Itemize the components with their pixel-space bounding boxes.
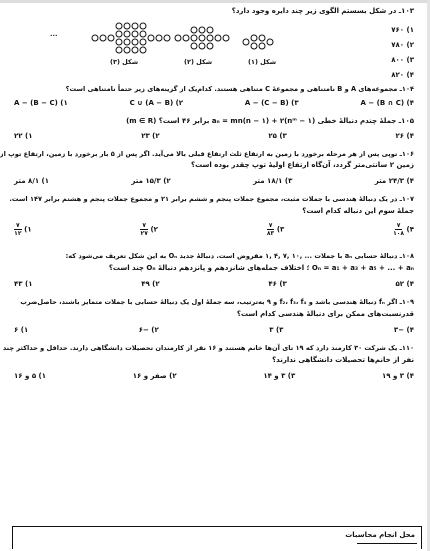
q104-options (14, 99, 414, 107)
q103-option-1[interactable]: ۱) ۷۶۰ (391, 26, 414, 34)
q107-option-4[interactable] (393, 222, 414, 237)
q107-options (14, 222, 414, 237)
fraction-numerator: ۷ (396, 222, 401, 229)
q106-stem-line-2: زمین ۲ سانتی‌متر گردد، آن‌گاه ارتفاع اولیهٔ توپ چقدر بوده است؟ (191, 161, 414, 169)
q110-option-3[interactable]: ۳) ۳ و ۱۴ (263, 372, 296, 380)
q109-option-2[interactable]: ۲) −۶ (138, 326, 159, 334)
q110-options (14, 372, 414, 380)
q107-option-3-index: ۳) (276, 225, 285, 234)
q107-stem-line-2: جملهٔ سوم این دنباله کدام است؟ (302, 207, 414, 215)
q106-option-4[interactable]: ۴) ۲۴/۳ متر (374, 177, 414, 185)
q109-option-1[interactable]: ۱) ۶ (14, 326, 29, 334)
q106-options (14, 177, 414, 185)
q106-option-2[interactable]: ۲) ۱۵/۳ متر (131, 177, 171, 185)
q103-option-2[interactable]: ۲) ۷۸۰ (391, 41, 414, 49)
q107-option-1-index: ۱) (24, 225, 32, 234)
q106-stem-line-1: ۱۰۶ـ توپی پس از هر مرحله برخورد با زمین به ارتفاع ثلث ارتفاع قبلی بالا می‌آید. اگر پس از ۵ بار برخورد با زمین، ارتفاع توپ از (0, 150, 414, 158)
q104-option-1[interactable]: ۱) A − (B − C) (14, 99, 68, 107)
q108-option-4[interactable]: ۴) ۵۲ (395, 280, 414, 288)
q103-ellipsis: ... (50, 30, 58, 38)
q105-option-4[interactable]: ۴) ۲۶ (395, 132, 414, 140)
q104-option-4[interactable]: ۴) (B ∩ C) − A (360, 99, 414, 107)
q103-figure-1-label: شکل (۱) (248, 58, 277, 66)
q103-circle-pattern-figure (14, 18, 277, 78)
q107-option-2-index: ۲) (150, 225, 158, 234)
q105-option-3[interactable]: ۳) ۲۵ (268, 132, 287, 140)
q108-options (14, 280, 414, 288)
q105-option-2[interactable]: ۲) ۲۳ (141, 132, 160, 140)
q105-stem: ۱۰۵ـ جملهٔ چندم دنبالهٔ خطی aₙ = mn(n − ۱) + ۲(nᵐ − ۱) برابر ۴۶ است؟ (m ∈ R) (126, 117, 414, 125)
fraction-numerator: ۷ (142, 222, 147, 229)
fraction-denominator: ۱۲ (14, 230, 22, 237)
q106-option-1[interactable]: ۱) ۸/۱ متر (14, 177, 50, 185)
q110-stem-line-2: نفر از خانم‌ها تحصیلات دانشگاهی ندارند؟ (272, 356, 414, 364)
q109-stem-line-2: قدرنسبت‌های ممکن برای دنبالهٔ هندسی کدام است؟ (236, 310, 414, 318)
fraction-denominator: ۸۳ (266, 230, 275, 237)
q105-options (14, 132, 414, 140)
q103-option-3[interactable]: ۳) ۸۰۰ (391, 56, 414, 64)
q109-option-3[interactable]: ۳) ۳ (269, 326, 284, 334)
calculation-area-title-underline (357, 543, 417, 544)
fraction-numerator: ۷ (268, 222, 273, 229)
q107-option-1[interactable] (14, 222, 32, 237)
q109-stem-line-1: ۱۰۹ـ اگر fₙ دنبالهٔ هندسی باشد و f₂، f₃، f₄ و ۹ به‌ترتیب، سه جملهٔ اول یک دنبالهٔ حسابی با جملات متمایز باشند، حاصل‌ضرب (20, 298, 414, 306)
q107-option-1-fraction (14, 222, 22, 237)
q109-options (14, 326, 414, 334)
q107-option-4-index: ۴) (406, 225, 414, 234)
q110-option-2[interactable]: ۲) صفر و ۱۶ (132, 372, 177, 380)
q108-option-1[interactable]: ۱) ۴۳ (14, 280, 33, 288)
fraction-denominator: ۱۰۸ (393, 230, 405, 237)
fraction-numerator: ۷ (16, 222, 20, 229)
scan-edge-top (0, 0, 430, 3)
q107-option-3[interactable] (267, 222, 285, 237)
fraction-denominator: ۲۷ (140, 230, 148, 237)
q110-stem-line-1: ۱۱۰ـ یک شرکت ۳۰ کارمند دارد که ۱۹ تای آن‌ها خانم هستند و ۱۶ نفر از کارمندان تحصیلات دانشگاهی دارند. حداقل و حداکثر چند (2, 344, 414, 352)
q103-figure-3-label: شکل (۳) (110, 58, 139, 66)
q108-option-3[interactable]: ۳) ۴۶ (268, 280, 287, 288)
q107-option-3-fraction (267, 222, 275, 237)
calculation-area-box (12, 526, 422, 549)
q107-stem-line-1: ۱۰۷ـ در یک دنبالهٔ هندسی با جملات مثبت، مجموع جملات پنجم و ششم برابر ۲۱ و مجموع جملات پنجم و هشتم برابر ۱۴۷ است. (9, 195, 414, 203)
q105-option-1[interactable]: ۱) ۲۲ (14, 132, 33, 140)
q108-stem-line-2: Oₙ = a₁ + a₃ + a₅ + ... + aₙ ؛ اختلاف جمله‌های شانزدهم و پانزدهم دنبالهٔ Oₙ چند است؟ (108, 264, 414, 272)
q104-option-3[interactable]: ۳) A − (C − B) (244, 99, 299, 107)
calculation-area-title: محل انجام محاسبات (345, 531, 415, 539)
q103-figure-2-label: شکل (۲) (184, 58, 213, 66)
q104-stem: ۱۰۴ـ مجموعه‌های A و B نامتناهی و مجموعهٔ C متناهی هستند. کدام‌یک از گزینه‌های زیر حتماً نامتناهی است؟ (65, 85, 414, 93)
q107-option-2[interactable] (140, 222, 158, 237)
q107-option-2-fraction (140, 222, 148, 237)
q107-option-4-fraction (393, 222, 404, 237)
q108-option-2[interactable]: ۲) ۴۹ (141, 280, 160, 288)
q108-stem-line-1: ۱۰۸ـ دنبالهٔ حسابی aₙ با جملات ... ,۱۰ ,۷ ,۴ ,۱ مفروض است. دنبالهٔ جدید Oₙ به این شکل تعریف می‌شود که: (65, 252, 414, 260)
q110-option-4[interactable]: ۴) ۳ و ۱۹ (382, 372, 414, 380)
q104-option-2[interactable]: ۲) C ∪ (A − B) (129, 99, 184, 107)
q109-option-4[interactable]: ۴) −۳ (393, 326, 414, 334)
q106-option-3[interactable]: ۳) ۱۸/۱ متر (253, 177, 293, 185)
q103-stem: ۱۰۳ـ در شکل بسستم الگوی زیر چند دایره وجود دارد؟ (231, 7, 414, 15)
q103-option-4[interactable]: ۴) ۸۲۰ (391, 71, 414, 79)
q110-option-1[interactable]: ۱) ۵ و ۱۶ (14, 372, 47, 380)
